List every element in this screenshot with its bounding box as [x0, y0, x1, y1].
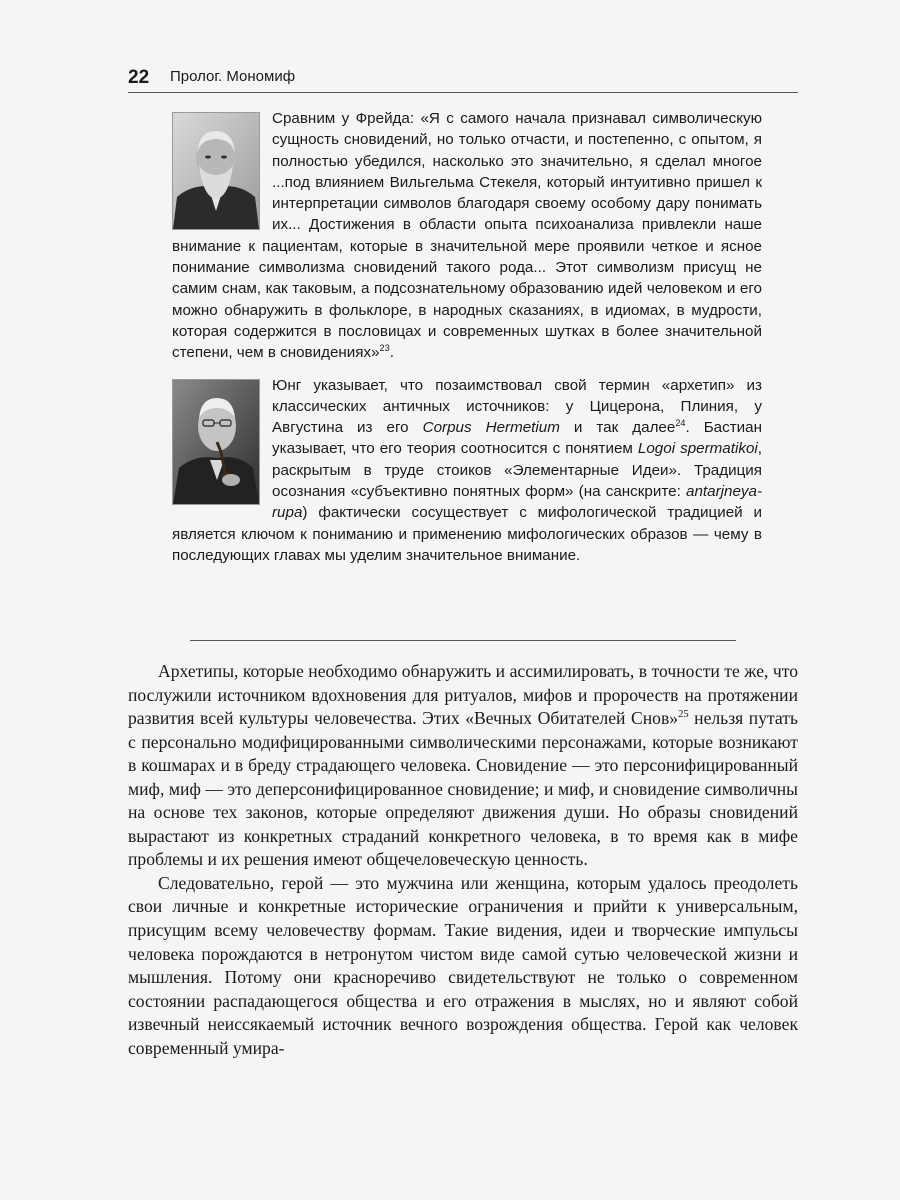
sanskrit-term: antarjneya-rupa	[272, 483, 762, 522]
footnote-ref: 23	[379, 343, 390, 354]
latin-term: Corpus Hermetium	[422, 419, 560, 437]
jung-portrait-icon	[172, 379, 260, 505]
paragraph: Архетипы, которые необходимо обнаружить и ассимилировать, в точности те же, что послужили источником вдохновения для ритуалов, мифов и пророчеств на протяжении развития всей культуры человечества. Этих «Вечных Обитателей Снов»$^{25}$ нельзя путать с персонально модифицированными символическими персонажами, которые возникают в кошмарах и в бреду страдающего человека. Сновидение — это персонифицированный миф, миф — это деперсонифицированное сновидение; и миф, и сновидение символичны на основе тех законов, которые определяют движения души. Но образы сновидений вырастают из конкретных страданий конкретного человека, в то время как в мифе проблемы и их решения имеют общечеловеческую ценность.	[128, 661, 798, 870]
footnote-ref: 24	[675, 418, 686, 429]
quote-sidebar	[172, 108, 762, 566]
page-header	[128, 66, 798, 93]
jung-quote-text: . Бастиан указывает, что его теория соотносится с понятием	[272, 419, 762, 458]
freud-quote-text: Сравним у Фрейда: «Я с самого начала признавал символическую сущность сновидений, но только отчасти, и постепенно, с опытом, я полностью убедился, насколько это значительно, я сделал многое ...под влиянием Вильгельма Стекеля, который интуитивно пришел к интерпретации символов благодаря своему особому дару понимать их... Достижения в области опыта психоанализа привлекли наше внимание к пациентам, которые в значительной мере проявили четкое и ясное понимание символизма сновидений такого рода... Этот символизм присущ не самим снам, как таковым, а подсознательному образованию идей человеком и его можно обнаружить в фольклоре, в народных сказаниях, в идиомах, в мудрости, которая содержится в пословицах и современных шутках в более значительной степени, чем в сновидениях»	[172, 110, 762, 362]
footnote-ref: 25	[678, 709, 689, 721]
page-number: 22	[128, 67, 150, 88]
jung-quote-text: Юнг указывает, что позаимствовал свой термин «архетип» из классических античных источников: у Цицерона, Плиния, у Августина из его	[272, 376, 762, 437]
section-divider	[190, 640, 736, 641]
paragraph: Следовательно, герой — это мужчина или женщина, которым удалось преодолеть свои личные и конкретные исторические ограничения и прийти к универсальным, присущим всему человечеству формам. Такие видения, идеи и творческие импульсы человека порождаются в нетронутом чистом виде самой сутью человеческой жизни и мышления. Потому они красноречиво свидетельствуют не только о современном состоянии распадающегося общества и его отражения в мыслях, но и являют собой извечный неиссякаемый источник вечного возрождения общества. Герой как человек современный умира-	[128, 872, 798, 1058]
latin-term: Logoi spermatikoi	[637, 440, 758, 458]
freud-quote-block	[172, 108, 762, 364]
freud-portrait-icon	[172, 112, 260, 230]
main-text	[128, 660, 798, 1060]
jung-quote-text: , раскрытым в труде стоиков «Элементарные Идеи». Традиция осознания «субъективно понятных форм» (на санскрите:	[272, 440, 762, 501]
running-title: Пролог. Мономиф	[170, 68, 296, 85]
jung-quote-text: и так далее	[559, 419, 676, 437]
jung-quote-text: ) фактически сосуществует с мифологической традицией и является ключом к пониманию и применению мифологических образов — чему в последующих главах мы уделим значительное внимание.	[172, 504, 762, 564]
jung-quote-block	[172, 375, 762, 567]
freud-quote-end: .	[389, 344, 394, 362]
